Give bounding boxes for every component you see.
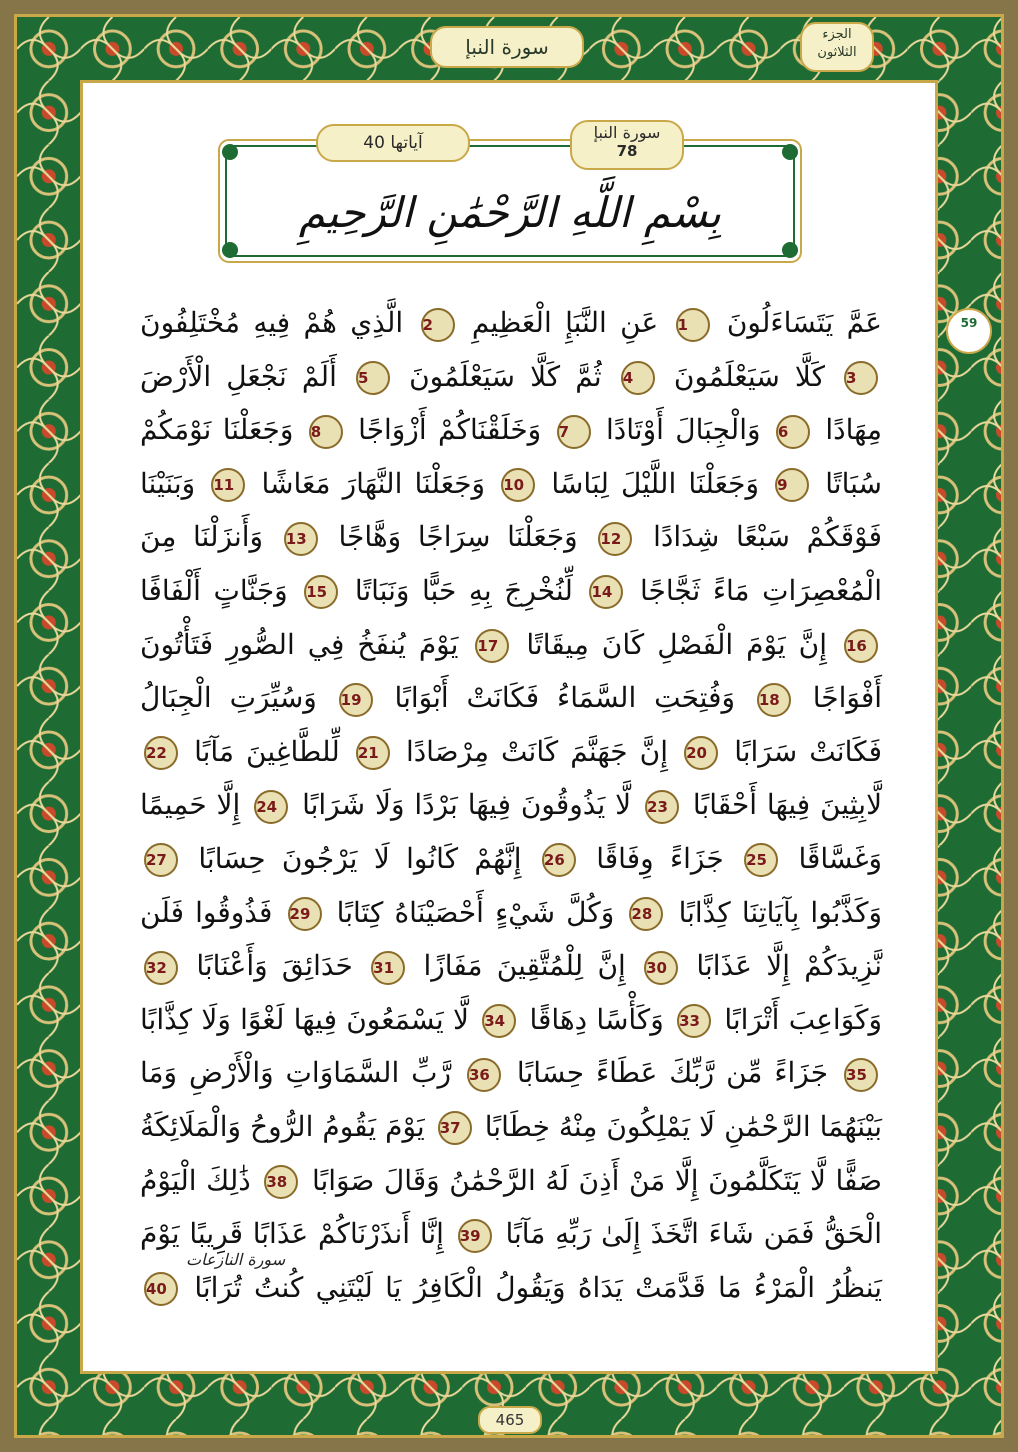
verse-text: يَوْمَ يُنفَخُ فِي الصُّورِ فَتَأْتُونَ أَفْوَاجًا — [140, 627, 882, 715]
verse-text: لَّا يَسْمَعُونَ فِيهَا لَغْوًا وَلَا كِذَّابًا — [140, 1002, 469, 1036]
verse-text: وَكَوَاعِبَ أَتْرَابًا — [724, 1002, 883, 1036]
verse-text: الَّذِي هُمْ فِيهِ مُخْتَلِفُونَ — [140, 306, 404, 339]
verse-text: لَّا يَذُوقُونَ فِيهَا بَرْدًا وَلَا شَرَابًا — [302, 788, 632, 822]
juz-label — [800, 22, 874, 72]
verse-text: إِنَّ لِلْمُتَّقِينَ مَفَازًا — [423, 949, 626, 983]
ayah-number-marker: 12 — [598, 522, 632, 556]
verse-text: وَكَذَّبُوا بِآيَاتِنَا كِذَّابًا — [678, 895, 882, 929]
verse-text: وَجَعَلْنَا النَّهَارَ مَعَاشًا — [261, 466, 486, 500]
ayah-number-marker: 27 — [144, 843, 178, 877]
verse-text: لِّلطَّاغِينَ مَآبًا — [194, 734, 340, 768]
ayah-number-marker: 22 — [144, 736, 178, 770]
ayah-number-marker: 19 — [339, 683, 373, 717]
verse-text: ثُمَّ كَلَّا سَيَعْلَمُونَ — [409, 359, 602, 393]
verses-text — [140, 296, 882, 1314]
ayah-number-marker: 13 — [284, 522, 318, 556]
verse-text: فَذُوقُوا فَلَن نَّزِيدَكُمْ إِلَّا عَذَابًا — [140, 895, 882, 983]
ayah-number-marker: 11 — [211, 468, 245, 502]
ayah-number-marker: 32 — [144, 951, 178, 985]
ayah-number-marker: 2 — [421, 308, 455, 342]
verse-text: جَزَاءً وِفَاقًا — [596, 841, 724, 875]
verse-text: إِنَّ جَهَنَّمَ كَانَتْ مِرْصَادًا — [405, 734, 669, 768]
ayah-number-marker: 14 — [589, 575, 623, 609]
ayah-number-marker: 18 — [757, 683, 791, 717]
ayah-number-marker: 9 — [775, 468, 809, 502]
ayah-number-marker: 36 — [467, 1058, 501, 1092]
verse-text: وَأَنزَلْنَا مِنَ الْمُعْصِرَاتِ مَاءً ثَجَّاجًا — [140, 520, 882, 607]
ayah-number-marker: 30 — [644, 951, 678, 985]
verse-text: عَنِ النَّبَإِ الْعَظِيمِ — [471, 306, 659, 339]
ayah-number-marker: 23 — [645, 790, 679, 824]
ayah-number-marker: 21 — [356, 736, 390, 770]
juz-label-line1: الجزء — [822, 27, 852, 42]
ayah-number-marker: 16 — [844, 629, 878, 663]
surah-name-label — [570, 120, 684, 170]
ayah-number-marker: 24 — [254, 790, 288, 824]
ayat-count: آياتها 40 — [316, 124, 470, 162]
verse-text: وَخَلَقْنَاكُمْ أَزْوَاجًا — [358, 413, 542, 447]
verse-text: وَجَعَلْنَا سِرَاجًا وَهَّاجًا — [338, 520, 578, 554]
surah-number: 78 — [616, 142, 638, 160]
ayah-number-marker: 29 — [288, 897, 322, 931]
ayah-number-marker: 25 — [744, 843, 778, 877]
ayah-number-marker: 26 — [542, 843, 576, 877]
surah-header — [216, 120, 804, 266]
ayah-number-marker: 6 — [776, 415, 810, 449]
ayah-number-marker: 28 — [629, 897, 663, 931]
verse-text: جَزَاءً مِّن رَّبِّكَ عَطَاءً حِسَابًا — [516, 1056, 829, 1090]
verse-text: وَبَنَيْنَا فَوْقَكُمْ سَبْعًا شِدَادًا — [140, 466, 883, 554]
page-number: 465 — [478, 1406, 542, 1434]
ayah-number-marker: 35 — [844, 1058, 878, 1092]
verse-text: وَجَعَلْنَا نَوْمَكُمْ سُبَاتًا — [140, 413, 883, 500]
ayah-number-marker: 4 — [621, 361, 655, 395]
verse-text: حَدَائِقَ وَأَعْنَابًا — [196, 949, 353, 983]
ayah-number-marker: 37 — [438, 1111, 472, 1145]
ayah-number-marker: 8 — [309, 415, 343, 449]
hizb-marker — [946, 308, 992, 354]
verse-text: وَجَعَلْنَا اللَّيْلَ لِبَاسًا — [551, 466, 759, 500]
ayah-number-marker: 15 — [304, 575, 338, 609]
verse-text: عَمَّ يَتَسَاءَلُونَ — [726, 306, 883, 339]
ayah-number-marker: 31 — [371, 951, 405, 985]
verse-text: إِنَّ يَوْمَ الْفَصْلِ كَانَ مِيقَاتًا — [526, 627, 828, 661]
ayah-number-marker: 17 — [475, 629, 509, 663]
ayah-number-marker: 20 — [684, 736, 718, 770]
verse-text: إِنَّهُمْ كَانُوا لَا يَرْجُونَ حِسَابًا — [198, 841, 522, 875]
ayah-number-marker: 5 — [356, 361, 390, 395]
verse-text: وَكُلَّ شَيْءٍ أَحْصَيْنَاهُ كِتَابًا — [336, 895, 615, 929]
ayah-number-marker: 7 — [557, 415, 591, 449]
surah-title-top: سورة النبإ — [430, 26, 584, 68]
ayah-number-marker: 10 — [501, 468, 535, 502]
basmala: بِسْمِ اللَّهِ الرَّحْمَٰنِ الرَّحِيمِ — [298, 188, 722, 237]
hizb-number: 59 — [960, 316, 978, 330]
verse-text: ذَٰلِكَ الْيَوْمُ الْحَقُّ فَمَن شَاءَ اتَّخَذَ إِلَىٰ رَبِّهِ مَآبًا — [140, 1163, 882, 1251]
ayah-number-marker: 1 — [676, 308, 710, 342]
verse-text: لَّابِثِينَ فِيهَا أَحْقَابًا — [692, 788, 883, 822]
juz-label-line2: الثلاثون — [817, 45, 857, 60]
ayah-number-marker: 40 — [144, 1272, 178, 1306]
next-surah-catchword: سورة النازعات — [186, 1250, 286, 1269]
ayah-number-marker: 39 — [458, 1219, 492, 1253]
verse-text: إِلَّا حَمِيمًا وَغَسَّاقًا — [140, 788, 883, 875]
verse-text: يَوْمَ يَقُومُ الرُّوحُ وَالْمَلَائِكَةُ صَفًّا لَّا يَتَكَلَّمُونَ إِلَّا مَنْ أَذِنَ لَهُ الرَّحْمَٰنُ وَقَالَ صَوَابًا — [140, 1109, 882, 1197]
ayah-number-marker: 34 — [482, 1004, 516, 1038]
verse-text: أَلَمْ نَجْعَلِ الْأَرْضَ مِهَادًا — [140, 359, 883, 447]
verse-text: وَالْجِبَالَ أَوْتَادًا — [606, 413, 761, 447]
ayah-number-marker: 3 — [844, 361, 878, 395]
verse-text: وَكَأْسًا دِهَاقًا — [529, 1002, 664, 1036]
verse-text: وَفُتِحَتِ السَّمَاءُ فَكَانَتْ أَبْوَابًا — [394, 681, 736, 715]
verse-text: إِنَّا أَنذَرْنَاكُمْ عَذَابًا قَرِيبًا يَوْمَ يَنظُرُ الْمَرْءُ مَا قَدَّمَتْ يَدَاهُ وَيَقُولُ الْكَافِرُ يَا لَيْتَنِي كُنتُ تُرَابًا — [140, 1217, 882, 1304]
ayah-number-marker: 38 — [264, 1165, 298, 1199]
verse-text: وَسُيِّرَتِ الْجِبَالُ فَكَانَتْ سَرَابًا — [140, 681, 882, 768]
surah-name: سورة النبإ — [593, 123, 661, 142]
verse-text: كَلَّا سَيَعْلَمُونَ — [673, 359, 825, 393]
verse-text: رَّبِّ السَّمَاوَاتِ وَالْأَرْضِ وَمَا بَيْنَهُمَا الرَّحْمَٰنِ لَا يَمْلِكُونَ مِنْهُ خِطَابًا — [140, 1056, 882, 1143]
ayah-number-marker: 33 — [677, 1004, 711, 1038]
verse-text: لِّنُخْرِجَ بِهِ حَبًّا وَنَبَاتًا — [354, 573, 573, 607]
verse-text: وَجَنَّاتٍ أَلْفَافًا — [140, 573, 288, 607]
